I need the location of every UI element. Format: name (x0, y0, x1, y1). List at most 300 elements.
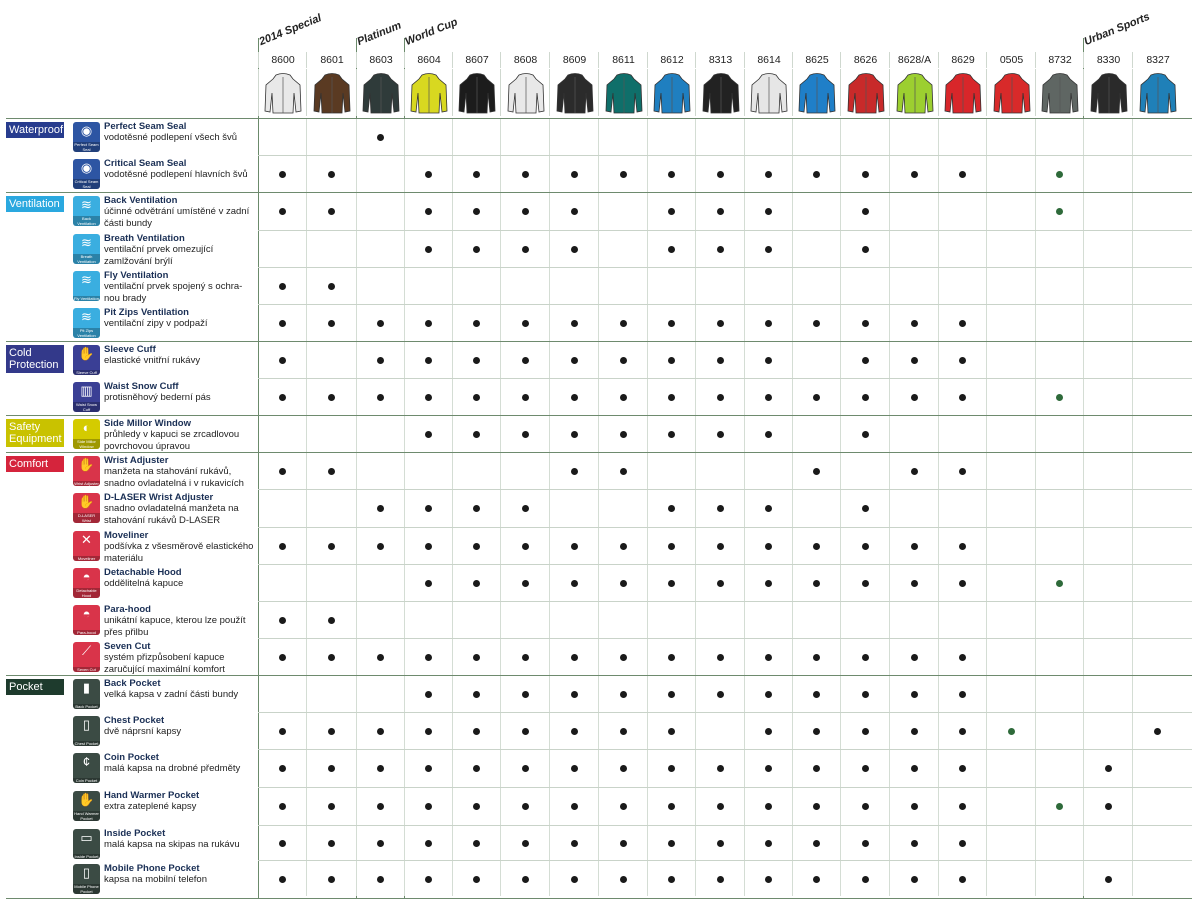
feature-dot (522, 208, 529, 215)
category-divider (6, 118, 1192, 119)
jacket-thumbnail[interactable] (598, 69, 648, 116)
feature-dot (620, 728, 627, 735)
feature-glyph: ◓ (82, 606, 91, 621)
feature-dot (571, 543, 578, 550)
feature-glyph: ≋ (81, 272, 92, 287)
jacket-icon (312, 71, 352, 115)
product-code: 8607 (452, 52, 501, 68)
feature-icon (73, 679, 100, 709)
feature-glyph: ✋ (78, 457, 95, 472)
feature-dot (813, 468, 820, 475)
feature-dot (377, 765, 384, 772)
feature-dot (717, 320, 724, 327)
feature-icon (73, 829, 100, 859)
feature-dot (473, 394, 480, 401)
feature-name: Seven Cut (104, 641, 151, 652)
jacket-icon (895, 71, 935, 115)
feature-description: unikátní kapuce, kterou lze použít přes přilbu (104, 615, 246, 638)
feature-dot (1105, 876, 1112, 883)
feature-name: Pit Zips Ventilation (104, 307, 189, 318)
feature-dot (813, 654, 820, 661)
feature-dot (473, 505, 480, 512)
category-label: Cold Protection (6, 345, 64, 373)
feature-description: oddělitelná kapuce (104, 578, 184, 589)
column-divider (986, 118, 987, 896)
feature-dot (765, 876, 772, 883)
feature-dot (717, 765, 724, 772)
category-label: Pocket (6, 679, 64, 695)
product-code: 8327 (1132, 52, 1183, 68)
feature-dot (668, 691, 675, 698)
jacket-thumbnail[interactable] (1083, 69, 1133, 116)
row-divider (258, 378, 1192, 379)
jacket-icon (652, 71, 692, 115)
feature-dot (668, 876, 675, 883)
feature-description: průhledy v kapuci se zrcadlovou povrchovou úpravou (104, 429, 240, 452)
feature-dot (620, 431, 627, 438)
feature-icon-caption: Mobile Phone Pocket (74, 884, 99, 894)
feature-dot (279, 654, 286, 661)
feature-dot (813, 320, 820, 327)
feature-description: systém přizpůsobení kapuce zaručující maximální komfort (104, 652, 225, 675)
feature-dot (668, 320, 675, 327)
feature-dot (862, 394, 869, 401)
jacket-thumbnail[interactable] (356, 69, 405, 116)
row-divider (258, 267, 1192, 268)
feature-dot (668, 431, 675, 438)
feature-dot (668, 208, 675, 215)
feature-dot (959, 876, 966, 883)
feature-icon-caption: Coin Pocket (73, 778, 100, 783)
product-code: 8626 (840, 52, 890, 68)
feature-dot (765, 728, 772, 735)
feature-name: Fly Ventilation (104, 270, 169, 281)
feature-glyph: ≋ (81, 309, 92, 324)
product-code: 8600 (258, 52, 307, 68)
group-label: World Cup (403, 16, 460, 48)
row-divider (258, 638, 1192, 639)
feature-dot (279, 765, 286, 772)
feature-dot (473, 171, 480, 178)
feature-dot (522, 171, 529, 178)
feature-icon-caption: Back Pocket (73, 704, 100, 709)
category-label: Waterproof (6, 122, 64, 138)
feature-dot (862, 543, 869, 550)
product-code: 0505 (986, 52, 1036, 68)
feature-glyph: ¢ (82, 754, 91, 769)
feature-dot (522, 431, 529, 438)
jacket-thumbnail[interactable] (695, 69, 745, 116)
feature-dot (473, 765, 480, 772)
feature-dot (959, 840, 966, 847)
feature-dot (862, 728, 869, 735)
row-divider (258, 601, 1192, 602)
feature-glyph: ▥ (80, 383, 93, 398)
feature-dot (571, 765, 578, 772)
feature-dot (959, 468, 966, 475)
jacket-icon (506, 71, 546, 115)
feature-dot (765, 580, 772, 587)
feature-icon-caption: Perfect Seam Seal (74, 142, 99, 152)
feature-icon (73, 753, 100, 783)
feature-dot (668, 357, 675, 364)
feature-glyph: ▮ (82, 680, 91, 695)
jacket-icon (992, 71, 1032, 115)
feature-description: extra zateplené kapsy (104, 801, 197, 812)
feature-dot (473, 208, 480, 215)
feature-dot (620, 468, 627, 475)
feature-icon (73, 382, 100, 412)
category-divider (6, 415, 1192, 416)
feature-dot (813, 394, 820, 401)
jacket-icon (1040, 71, 1080, 115)
jacket-icon (555, 71, 595, 115)
feature-description: kapsa na mobilní telefon (104, 874, 207, 885)
feature-dot (473, 246, 480, 253)
feature-dot (765, 357, 772, 364)
feature-dot (377, 654, 384, 661)
feature-dot (571, 691, 578, 698)
jacket-thumbnail[interactable] (647, 69, 696, 116)
feature-glyph: ✋ (78, 792, 95, 807)
feature-dot (328, 765, 335, 772)
feature-description: elastické vnitřní rukávy (104, 355, 201, 366)
feature-glyph: ✋ (78, 346, 95, 361)
feature-dot (717, 171, 724, 178)
feature-dot (813, 691, 820, 698)
feature-dot (377, 803, 384, 810)
row-divider (258, 712, 1192, 713)
feature-dot (959, 765, 966, 772)
feature-description: manžeta na stahování rukávů, snadno ovladatelná i v rukavicích (104, 466, 244, 489)
jacket-thumbnail[interactable] (452, 69, 501, 116)
category-divider (6, 192, 1192, 193)
feature-icon-caption: Back Ventilation (73, 216, 100, 226)
feature-dot (328, 840, 335, 847)
product-code: 8732 (1035, 52, 1084, 68)
row-divider (258, 749, 1192, 750)
feature-dot (765, 840, 772, 847)
feature-dot (425, 580, 432, 587)
feature-dot (473, 840, 480, 847)
column-divider (356, 118, 357, 896)
feature-dot (328, 543, 335, 550)
feature-icon-caption: Waist Snow Cuff (73, 402, 100, 412)
feature-dot (425, 840, 432, 847)
feature-dot (328, 876, 335, 883)
jacket-thumbnail[interactable] (549, 69, 599, 116)
feature-dot (425, 765, 432, 772)
feature-dot (862, 765, 869, 772)
feature-dot (862, 320, 869, 327)
feature-dot (620, 654, 627, 661)
feature-dot (279, 543, 286, 550)
feature-dot (522, 765, 529, 772)
feature-dot (377, 840, 384, 847)
feature-dot (668, 580, 675, 587)
feature-icon-caption: Chest Pocket (74, 741, 99, 746)
feature-icon-caption: Hand Warmer Pocket (74, 811, 99, 821)
feature-dot (522, 728, 529, 735)
jacket-thumbnail[interactable] (306, 69, 357, 116)
group-divider (258, 38, 259, 898)
feature-icon (73, 605, 100, 635)
feature-dot (862, 246, 869, 253)
feature-dot (959, 580, 966, 587)
column-divider (306, 118, 307, 896)
feature-dot (1105, 765, 1112, 772)
feature-dot (1056, 171, 1063, 178)
feature-glyph: ◐ (82, 420, 91, 435)
feature-dot (425, 505, 432, 512)
feature-icon (73, 271, 100, 301)
feature-dot (765, 765, 772, 772)
feature-dot (717, 580, 724, 587)
category-label: Comfort (6, 456, 64, 472)
column-divider (404, 118, 405, 896)
feature-dot (377, 543, 384, 550)
feature-dot (328, 728, 335, 735)
feature-dot (571, 246, 578, 253)
feature-dot (813, 543, 820, 550)
feature-dot (328, 171, 335, 178)
category-label: Ventilation (6, 196, 64, 212)
feature-dot (1105, 803, 1112, 810)
feature-icon-caption: Pit Zips Ventilation (73, 328, 100, 338)
feature-dot (765, 208, 772, 215)
feature-dot (571, 654, 578, 661)
feature-dot (959, 728, 966, 735)
table-bottom (6, 898, 1192, 899)
feature-dot (668, 728, 675, 735)
feature-name: Mobile Phone Pocket (104, 863, 200, 874)
feature-glyph: ◓ (82, 569, 91, 584)
feature-glyph: ◉ (80, 123, 93, 138)
feature-dot (473, 654, 480, 661)
feature-dot (862, 691, 869, 698)
product-code: 8614 (744, 52, 793, 68)
feature-dot (668, 543, 675, 550)
feature-dot (571, 468, 578, 475)
feature-dot (668, 171, 675, 178)
jacket-icon (1138, 71, 1178, 115)
feature-dot (668, 505, 675, 512)
feature-dot (328, 283, 335, 290)
feature-dot (571, 840, 578, 847)
category-label: Safety Equipment (6, 419, 64, 447)
feature-icon (73, 568, 100, 598)
group-label: Urban Sports (1082, 10, 1152, 49)
feature-dot (522, 246, 529, 253)
feature-description: malá kapsa na drobné předměty (104, 763, 241, 774)
feature-dot (571, 357, 578, 364)
feature-name: Critical Seam Seal (104, 158, 187, 169)
feature-dot (279, 208, 286, 215)
jacket-thumbnail[interactable] (500, 69, 550, 116)
jacket-thumbnail[interactable] (889, 69, 939, 116)
feature-dot (571, 580, 578, 587)
feature-dot (279, 394, 286, 401)
feature-icon (73, 642, 100, 672)
feature-dot (522, 876, 529, 883)
feature-dot (717, 840, 724, 847)
feature-dot (328, 320, 335, 327)
feature-dot (765, 654, 772, 661)
feature-dot (425, 728, 432, 735)
jacket-thumbnail[interactable] (1132, 69, 1183, 116)
feature-dot (765, 543, 772, 550)
feature-dot (911, 394, 918, 401)
feature-dot (571, 431, 578, 438)
feature-dot (425, 431, 432, 438)
feature-glyph: ⟋ (81, 643, 92, 658)
jacket-thumbnail[interactable] (744, 69, 793, 116)
row-divider (258, 787, 1192, 788)
jacket-thumbnail[interactable] (792, 69, 841, 116)
jacket-thumbnail[interactable] (938, 69, 987, 116)
feature-dot (911, 171, 918, 178)
feature-name: Breath Ventilation (104, 233, 185, 244)
row-divider (258, 527, 1192, 528)
feature-name: Wrist Adjuster (104, 455, 169, 466)
feature-dot (620, 691, 627, 698)
feature-dot (717, 803, 724, 810)
row-divider (258, 304, 1192, 305)
feature-dot (377, 876, 384, 883)
product-code: 8601 (306, 52, 357, 68)
feature-dot (571, 803, 578, 810)
jacket-thumbnail[interactable] (986, 69, 1036, 116)
feature-dot (959, 803, 966, 810)
row-divider (258, 825, 1192, 826)
feature-dot (473, 580, 480, 587)
feature-dot (425, 654, 432, 661)
feature-icon-caption: Fly Ventilation (74, 296, 99, 301)
feature-dot (377, 394, 384, 401)
feature-dot (1056, 580, 1063, 587)
jacket-icon (1089, 71, 1129, 115)
jacket-icon (361, 71, 401, 115)
feature-dot (911, 876, 918, 883)
feature-dot (813, 580, 820, 587)
feature-icon (73, 864, 100, 894)
feature-dot (425, 357, 432, 364)
feature-icon (73, 159, 100, 189)
feature-dot (1056, 208, 1063, 215)
feature-dot (717, 357, 724, 364)
feature-dot (862, 654, 869, 661)
feature-dot (522, 357, 529, 364)
feature-dot (522, 543, 529, 550)
feature-dot (620, 171, 627, 178)
feature-dot (862, 208, 869, 215)
feature-icon (73, 419, 100, 449)
feature-dot (377, 320, 384, 327)
feature-dot (911, 357, 918, 364)
feature-dot (717, 431, 724, 438)
feature-dot (377, 134, 384, 141)
jacket-icon (604, 71, 644, 115)
feature-name: Hand Warmer Pocket (104, 790, 200, 801)
jacket-icon (457, 71, 497, 115)
jacket-icon (749, 71, 789, 115)
feature-dot (328, 617, 335, 624)
column-divider (452, 118, 453, 896)
feature-dot (328, 654, 335, 661)
column-divider (792, 118, 793, 896)
feature-dot (911, 840, 918, 847)
feature-dot (959, 320, 966, 327)
feature-dot (571, 171, 578, 178)
feature-dot (425, 394, 432, 401)
feature-icon-caption: D-LASER Wrist (73, 513, 100, 523)
feature-glyph: ◉ (80, 160, 93, 175)
column-divider (840, 118, 841, 896)
feature-name: Chest Pocket (104, 715, 165, 726)
feature-dot (377, 357, 384, 364)
column-divider (938, 118, 939, 896)
feature-dot (522, 580, 529, 587)
feature-dot (717, 876, 724, 883)
feature-dot (328, 468, 335, 475)
feature-dot (473, 543, 480, 550)
feature-dot (668, 654, 675, 661)
feature-dot (862, 876, 869, 883)
feature-name: Inside Pocket (104, 828, 166, 839)
feature-description: ventilační prvek omezující zamlžování brýlí (104, 244, 214, 267)
feature-dot (522, 840, 529, 847)
feature-name: Perfect Seam Seal (104, 121, 187, 132)
feature-description: ventilační zipy v podpaží (104, 318, 208, 329)
jacket-icon (701, 71, 741, 115)
feature-icon-caption: Breath Ventilation (73, 254, 100, 264)
feature-dot (522, 505, 529, 512)
product-code: 8612 (647, 52, 696, 68)
feature-dot (279, 876, 286, 883)
feature-glyph: ≋ (81, 235, 92, 250)
product-code: 8330 (1083, 52, 1133, 68)
feature-dot (765, 431, 772, 438)
jacket-icon (943, 71, 983, 115)
jacket-icon (846, 71, 886, 115)
feature-dot (862, 171, 869, 178)
feature-dot (911, 765, 918, 772)
product-code: 8603 (356, 52, 405, 68)
feature-dot (328, 394, 335, 401)
column-divider (695, 118, 696, 896)
feature-dot (522, 320, 529, 327)
feature-icon (73, 493, 100, 523)
feature-dot (911, 728, 918, 735)
product-code: 8625 (792, 52, 841, 68)
feature-dot (813, 171, 820, 178)
feature-glyph: ▭ (80, 830, 93, 845)
feature-dot (571, 320, 578, 327)
jacket-thumbnail[interactable] (840, 69, 890, 116)
jacket-thumbnail[interactable] (404, 69, 453, 116)
jacket-thumbnail[interactable] (258, 69, 307, 116)
feature-icon (73, 531, 100, 561)
feature-dot (668, 840, 675, 847)
feature-icon (73, 308, 100, 338)
feature-dot (765, 171, 772, 178)
feature-dot (765, 320, 772, 327)
feature-dot (911, 803, 918, 810)
feature-dot (620, 394, 627, 401)
jacket-thumbnail[interactable] (1035, 69, 1084, 116)
feature-dot (279, 283, 286, 290)
feature-dot (279, 840, 286, 847)
